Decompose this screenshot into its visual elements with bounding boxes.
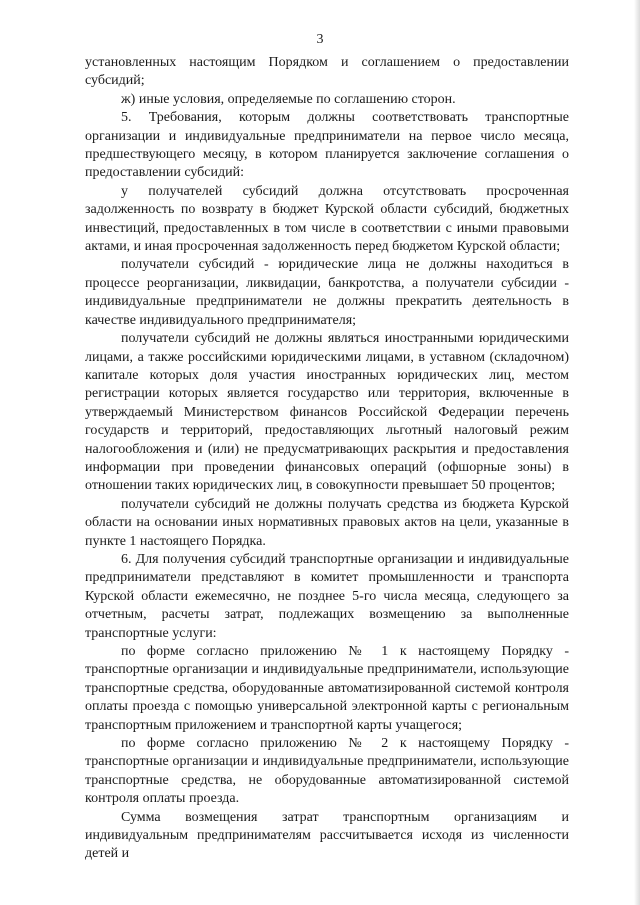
document-paragraph: получатели субсидий не должны получать средства из бюджета Курской области на основании иных нормативных правовых актов на цели, указанные в пункте 1 настоящего Порядка. xyxy=(85,496,569,549)
document-paragraph: 5. Требования, которым должны соответствовать транспортные организации и индивидуальные предприниматели на первое число месяца, предшествующего месяцу, в котором планируется заключение соглашения о предоставлении субсидий: xyxy=(85,110,569,181)
document-paragraph: у получателей субсидий должна отсутствовать просроченная задолженность по возврату в бюджет Курской области субсидий, бюджетных инвестиций, предоставленных в том числе в соответствии с иными правовыми актами, и иная просроченная задолженность перед бюджетом Курской области; xyxy=(85,183,569,255)
document-paragraph: установленных настоящим Порядком и соглашением о предоставлении субсидий; xyxy=(85,55,569,89)
document-paragraph: получатели субсидий - юридические лица не должны находиться в процессе реорганизации, ликвидации, банкротства, а получатели субсидии - индивидуальные предприниматели не должны прекратить деятельность в качестве индивидуального предпринимателя; xyxy=(85,257,569,328)
document-paragraph: Сумма возмещения затрат транспортным организациям и индивидуальным предпринимателям рассчитывается исходя из численности детей и xyxy=(85,809,569,862)
document-paragraph: получатели субсидий не должны являться иностранными юридическими лицами, а также российскими юридическими лицами, в уставном (складочном) капитале которых доля участия иностранных юридических лиц, местом регистрации которых является государство или территория, включенные в утверждаемый Министерством финансов Российской Федерации перечень государств и территорий, предоставляющих льготный налоговый режим налогообложения и (или) не предусматривающих раскрытия и предоставления информации при проведении финансовых операций (офшорные зоны) в отношении таких юридических лиц, в совокупности превышает 50 процентов; xyxy=(85,331,569,494)
document-paragraph: по форме согласно приложению № 1 к настоящему Порядку - транспортные организации и индивидуальные предприниматели, использующие транспортные средства, оборудованные автоматизированной системой контроля оплаты проезда с помощью универсальной электронной карты с региональным транспортным приложением и транспортной карты учащегося; xyxy=(85,644,569,733)
document-paragraph: ж) иные условия, определяемые по соглашению сторон. xyxy=(121,91,456,107)
document-paragraph: 6. Для получения субсидий транспортные организации и индивидуальные предприниматели представляют в комитет промышленности и транспорта Курской области ежемесячно, не позднее 5-го числа месяца, следующего за отчетным, расчеты затрат, подлежащих возмещению за выполненные транспортные услуги: xyxy=(85,551,569,641)
scan-edge-shadow xyxy=(634,0,640,905)
page-number: 3 xyxy=(316,32,324,47)
document-paragraph: по форме согласно приложению № 2 к настоящему Порядку - транспортные организации и индивидуальные предприниматели, использующие транспортные средства, не оборудованные автоматизированной системой контроля оплаты проезда. xyxy=(85,736,569,807)
document-body xyxy=(85,54,569,864)
